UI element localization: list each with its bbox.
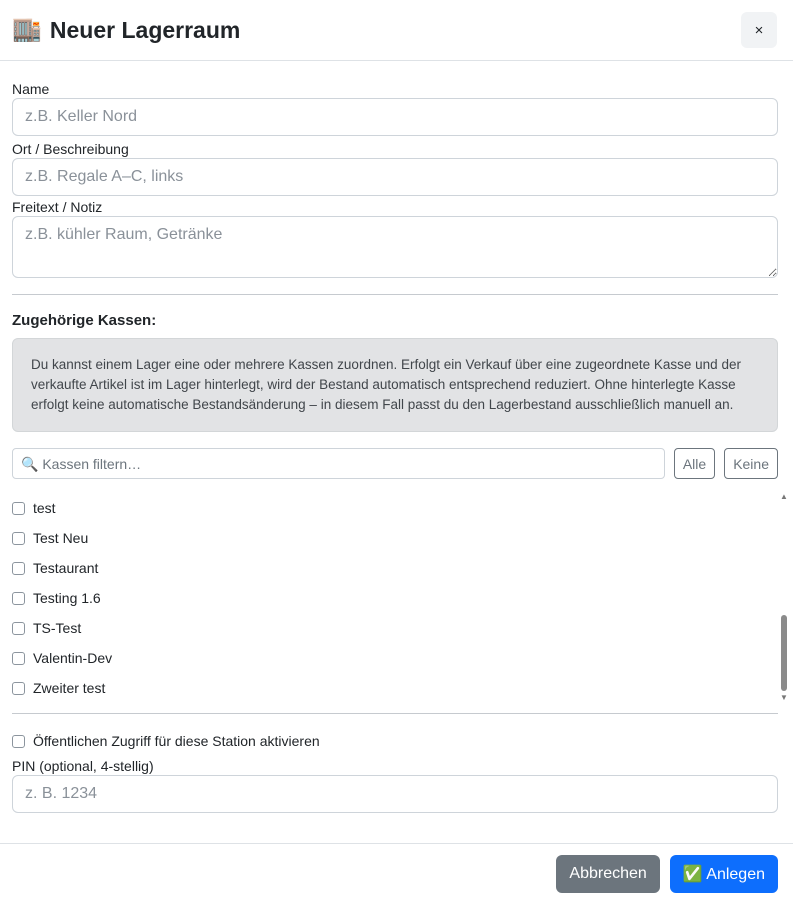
scroll-up-icon[interactable]: ▲: [780, 492, 788, 501]
registers-title: Zugehörige Kassen:: [12, 312, 157, 329]
list-item[interactable]: [12, 673, 790, 703]
register-checkbox[interactable]: [12, 682, 25, 695]
list-item[interactable]: [12, 613, 790, 643]
public-access-checkbox[interactable]: [12, 735, 25, 748]
warehouse-icon: 🏬: [12, 16, 42, 43]
modal-body: [0, 61, 793, 813]
registers-filter-input[interactable]: [12, 448, 665, 479]
scroll-down-icon[interactable]: ▼: [780, 693, 788, 702]
register-label: Testing 1.6: [33, 590, 101, 606]
name-label: Name: [12, 81, 50, 97]
modal-header: [0, 0, 793, 61]
public-access-label: Öffentlichen Zugriff für diese Station aktivieren: [33, 733, 320, 749]
select-none-button[interactable]: Keine: [724, 448, 778, 479]
modal-title: [12, 17, 240, 44]
register-label: Testaurant: [33, 560, 99, 576]
close-icon: ×: [754, 21, 764, 39]
register-label: Zweiter test: [33, 680, 106, 696]
register-label: TS-Test: [33, 620, 82, 636]
list-item[interactable]: [12, 643, 790, 673]
scroll-thumb[interactable]: [781, 615, 787, 691]
list-item[interactable]: [12, 523, 790, 553]
select-all-button[interactable]: Alle: [674, 448, 715, 479]
public-access-row[interactable]: [12, 726, 778, 756]
create-button[interactable]: ✅ Anlegen: [670, 855, 778, 893]
register-checkbox[interactable]: [12, 622, 25, 635]
register-checkbox[interactable]: [12, 562, 25, 575]
register-label: test: [33, 500, 56, 516]
list-scrollbar[interactable]: [778, 493, 790, 703]
register-checkbox[interactable]: [12, 502, 25, 515]
name-input[interactable]: [12, 98, 778, 136]
list-item[interactable]: [12, 553, 790, 583]
pin-label: PIN (optional, 4-stellig): [12, 758, 154, 774]
note-label: Freitext / Notiz: [12, 199, 103, 215]
close-button[interactable]: [741, 12, 777, 48]
list-item[interactable]: [12, 493, 790, 523]
list-item[interactable]: [12, 583, 790, 613]
location-label: Ort / Beschreibung: [12, 141, 129, 157]
registers-info-box: Du kannst einem Lager eine oder mehrere Kassen zuordnen. Erfolgt ein Verkauf über eine zugeordnete Kasse und der verkaufte Artikel ist im Lager hinterlegt, wird der Bestand automatisch entsprechend reduziert. Ohne hinterlegte Kasse erfolgt keine automatische Bestandsänderung – in diesem Fall passt du den Lagerbestand ausschließlich manuell an.: [12, 338, 778, 432]
registers-filter-row: [12, 448, 778, 479]
register-checkbox[interactable]: [12, 532, 25, 545]
cancel-button[interactable]: Abbrechen: [556, 855, 659, 893]
note-textarea[interactable]: [12, 216, 778, 278]
modal-footer: [0, 843, 793, 904]
location-input[interactable]: [12, 158, 778, 196]
register-checkbox[interactable]: [12, 652, 25, 665]
registers-list[interactable]: [12, 493, 790, 703]
register-label: Valentin-Dev: [33, 650, 113, 666]
register-label: Test Neu: [33, 530, 89, 546]
modal-title-text: Neuer Lagerraum: [49, 16, 241, 43]
register-checkbox[interactable]: [12, 592, 25, 605]
pin-input[interactable]: [12, 775, 778, 813]
